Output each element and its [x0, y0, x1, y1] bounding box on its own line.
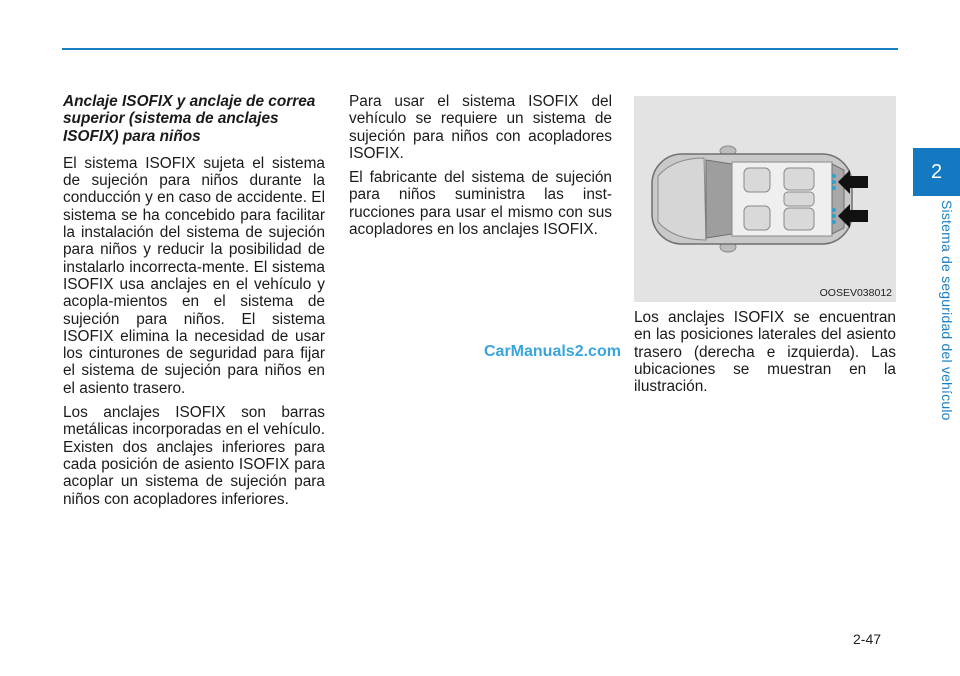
column-1 [63, 93, 325, 515]
isofix-figure [634, 96, 896, 302]
section-heading: Anclaje ISOFIX y anclaje de correa superior (sistema de anclajes ISOFIX) para niños [63, 93, 316, 145]
column-3 [634, 309, 896, 402]
car-top-view-illustration [634, 96, 896, 302]
page-number: 2-47 [853, 631, 882, 647]
chapter-title: Sistema de seguridad del vehículo [939, 200, 955, 421]
paragraph: Los anclajes ISOFIX se encuentran en las posiciones laterales del asiento trasero (derecha e izquierda). Las ubicaciones se muestran en la ilustración. [634, 309, 896, 396]
paragraph: El sistema ISOFIX sujeta el sistema de sujeción para niños durante la conducción y en caso de accidente. El sistema se ha concebido para facilitar la instalación del sistema de sujeción para niños y reducir la posibilidad de instalarlo incorrecta-mente. El sistema ISOFIX usa anclajes en el vehículo y acopla-mientos en el sistema de sujeción para niños. El sistema ISOFIX elimina la necesidad de usar los cinturones de seguridad para fijar el sistema de sujeción para niños en el asiento trasero. [63, 154, 325, 397]
header-rule [62, 48, 898, 50]
figure-caption: OOSEV038012 [819, 287, 892, 299]
paragraph: Para usar el sistema ISOFIX del vehículo se requiere un sistema de sujeción para niños con acopladores ISOFIX. [349, 93, 612, 162]
paragraph: El fabricante del sistema de sujeción para niños suministra las inst-rucciones para usar el mismo con sus acopladores en los anclajes ISOFIX. [349, 169, 612, 239]
chapter-tab [913, 148, 960, 196]
watermark: CarManuals2.com [484, 343, 621, 360]
paragraph: Los anclajes ISOFIX son barras metálicas incorporadas en el vehículo. Existen dos anclajes inferiores para cada posición de asiento ISOFIX para acoplar un sistema de sujeción para niños con acopladores inferiores. [63, 404, 325, 508]
chapter-number: 2 [930, 160, 943, 183]
column-2 [349, 93, 612, 245]
